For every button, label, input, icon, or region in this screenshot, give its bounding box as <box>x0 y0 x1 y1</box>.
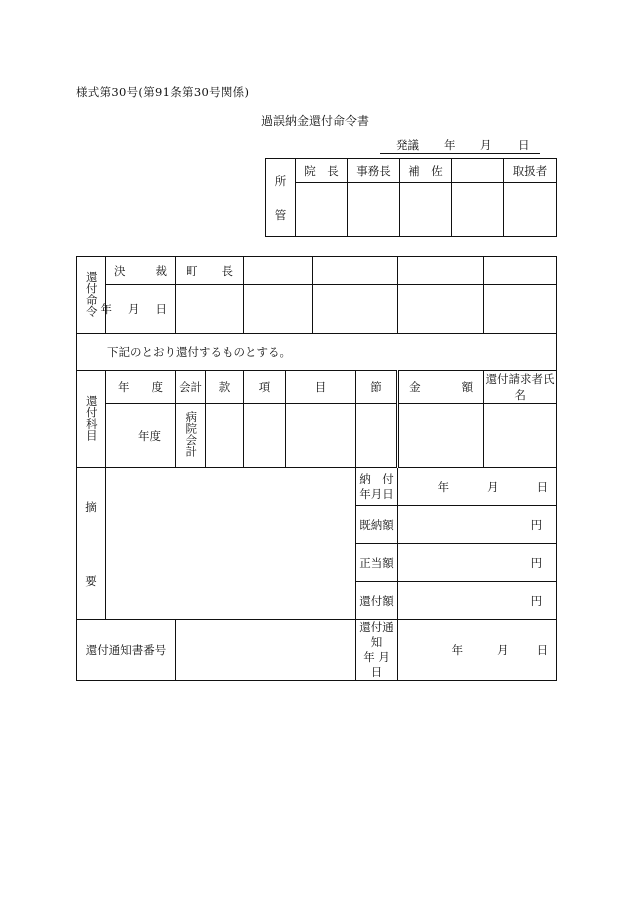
order-seal-head-1[interactable] <box>244 257 313 285</box>
subject-side-label: 還付科目 <box>84 394 99 441</box>
correct-amount-label: 正当額 <box>356 544 398 582</box>
shokan-label-bottom: 管 <box>274 207 287 222</box>
approval-head-blank <box>452 159 504 183</box>
correct-amount-unit: 円 <box>530 555 543 570</box>
notice-date-day: 日 <box>536 642 549 657</box>
tekiyo-label-top: 摘 <box>85 499 97 514</box>
kingaku-head <box>398 371 484 404</box>
hatsugi-label: 発議 <box>396 138 419 152</box>
notice-date-month: 月 <box>497 642 509 657</box>
nendo-head <box>106 371 176 404</box>
payment-date-day: 日 <box>536 479 549 494</box>
payment-date-year: 年 <box>437 479 450 494</box>
nendo-cell[interactable] <box>106 404 176 468</box>
order-seal-head-3[interactable] <box>398 257 484 285</box>
approval-head-handler: 取扱者 <box>504 159 557 183</box>
refund-amount-unit: 円 <box>530 593 543 608</box>
tekiyo-side-cell <box>77 468 106 620</box>
setsu-head: 節 <box>356 371 398 404</box>
approval-head-assistant: 補 佐 <box>400 159 452 183</box>
order-side-label-cell <box>77 257 106 334</box>
approval-table <box>265 158 557 237</box>
kou-head: 項 <box>244 371 286 404</box>
claimant-cell[interactable] <box>484 404 557 468</box>
notice-date-label <box>356 620 398 681</box>
chou-label-b: 長 <box>221 263 234 278</box>
notice-date-label-1: 還付通知 <box>359 620 394 649</box>
order-seal-3[interactable] <box>398 285 484 334</box>
order-seal-2[interactable] <box>313 285 398 334</box>
chou-seal-cell[interactable] <box>176 285 244 334</box>
refund-amount-label: 還付額 <box>356 582 398 620</box>
shokan-label-top: 所 <box>274 173 287 188</box>
seal-cell-director[interactable] <box>296 183 348 237</box>
order-seal-head-2[interactable] <box>313 257 398 285</box>
approval-head-office-manager: 事務長 <box>348 159 400 183</box>
kan-head: 款 <box>206 371 244 404</box>
seal-cell-assistant[interactable] <box>400 183 452 237</box>
kan-cell[interactable] <box>206 404 244 468</box>
kou-cell[interactable] <box>244 404 286 468</box>
do-label: 度 <box>151 380 164 394</box>
paid-amount-label: 既納額 <box>356 506 398 544</box>
correct-amount-value[interactable] <box>398 544 557 582</box>
approval-head-director: 院 長 <box>296 159 348 183</box>
hatsugi-month: 月 <box>480 138 492 152</box>
notice-date-value[interactable] <box>398 620 557 681</box>
order-date-year: 年 <box>100 302 113 316</box>
shokan-cell <box>266 159 296 237</box>
payment-date-month: 月 <box>487 479 499 494</box>
notice-number-label: 還付通知書番号 <box>77 620 176 681</box>
note-text: 下記のとおり還付するものとする。 <box>107 345 291 359</box>
tekiyo-content-cell[interactable] <box>106 468 356 620</box>
moku-cell[interactable] <box>286 404 356 468</box>
kessai-cell <box>106 257 176 285</box>
order-date-day: 日 <box>155 302 168 316</box>
payment-date-label: 納 付 年月日 <box>356 468 398 506</box>
order-side-label: 還付命令 <box>84 270 99 317</box>
moku-head: 目 <box>286 371 356 404</box>
setsu-cell[interactable] <box>356 404 398 468</box>
paid-amount-unit: 円 <box>530 517 543 532</box>
order-date-month: 月 <box>128 302 140 316</box>
order-seal-1[interactable] <box>244 285 313 334</box>
byouin-label: 病院会計 <box>184 411 199 457</box>
document-title: 過誤納金還付命令書 <box>260 114 369 128</box>
kaikei-head: 会計 <box>176 371 206 404</box>
gaku-label: 額 <box>461 380 474 394</box>
nendo-label: 年度 <box>138 428 162 443</box>
seal-cell-blank[interactable] <box>452 183 504 237</box>
order-seal-4[interactable] <box>484 285 557 334</box>
hatsugi-year: 年 <box>444 138 456 152</box>
kin-label: 金 <box>409 380 421 394</box>
order-seal-head-4[interactable] <box>484 257 557 285</box>
kessai-label-b: 裁 <box>155 263 168 278</box>
nen-label: 年 <box>118 380 130 394</box>
refund-amount-value[interactable] <box>398 582 557 620</box>
order-date-cell[interactable] <box>100 285 176 334</box>
byouin-cell <box>176 404 206 468</box>
kingaku-cell[interactable] <box>398 404 484 468</box>
hatsugi-date-line <box>380 137 540 154</box>
payment-date-value[interactable] <box>398 468 557 506</box>
note-cell <box>77 334 557 371</box>
claimant-head: 還付請求者氏名 <box>485 372 555 402</box>
paid-amount-value[interactable] <box>398 506 557 544</box>
seal-cell-handler[interactable] <box>504 183 557 237</box>
chou-label-a: 町 <box>186 263 198 278</box>
kessai-label-a: 決 <box>114 263 126 278</box>
notice-date-label-2: 年 月 日 <box>363 649 390 679</box>
hatsugi-day: 日 <box>518 138 530 152</box>
notice-date-year: 年 <box>451 642 464 657</box>
main-form-table <box>76 256 557 681</box>
seal-cell-office-manager[interactable] <box>348 183 400 237</box>
form-number: 様式第30号(第91条第30号関係) <box>76 85 250 99</box>
subject-side-label-cell <box>77 371 106 468</box>
chou-cell <box>176 257 244 285</box>
tekiyo-label-bottom: 要 <box>85 573 97 588</box>
notice-number-value[interactable] <box>176 620 356 681</box>
